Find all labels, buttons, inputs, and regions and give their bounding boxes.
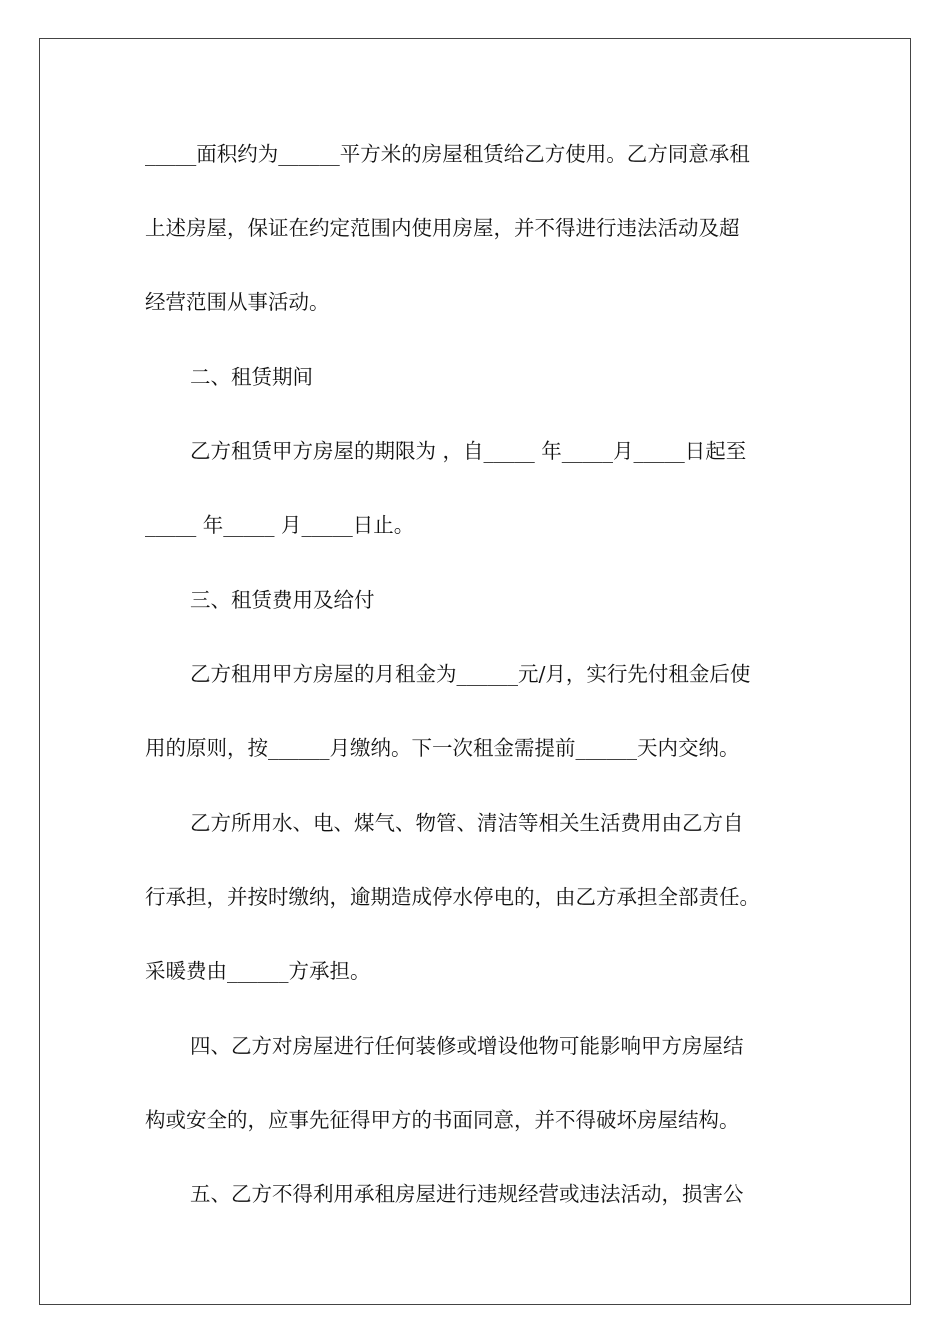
- text-line-lease-term-start: 乙方租赁甲方房屋的期限为 ，自_____ 年_____月_____日起至: [190, 439, 747, 463]
- text-line-monthly-rent: 乙方租用甲方房屋的月租金为______元/月，实行先付租金后使: [190, 662, 751, 686]
- section-heading-rent-payment: 三、租赁费用及给付: [190, 588, 375, 612]
- text-line-usage-scope: 上述房屋，保证在约定范围内使用房屋，并不得进行违法活动及超: [145, 216, 740, 240]
- text-line-business-scope: 经营范围从事活动。: [145, 290, 330, 314]
- text-line-lease-term-end: _____ 年_____ 月_____日止。: [145, 513, 415, 537]
- text-line-heating-fee: 采暖费由______方承担。: [145, 959, 371, 983]
- text-line-renovation-consent: 构或安全的，应事先征得甲方的书面同意，并不得破坏房屋结构。: [145, 1108, 740, 1132]
- section-line-illegal-use: 五、乙方不得利用承租房屋进行违规经营或违法活动，损害公: [190, 1182, 744, 1206]
- text-line-payment-schedule: 用的原则，按______月缴纳。下一次租金需提前______天内交纳。: [145, 736, 740, 760]
- document-page: [39, 38, 911, 1305]
- text-line-utilities-responsibility: 行承担，并按时缴纳，逾期造成停水停电的，由乙方承担全部责任。: [145, 885, 760, 909]
- section-line-renovation: 四、乙方对房屋进行任何装修或增设他物可能影响甲方房屋结: [190, 1034, 744, 1058]
- section-heading-lease-period: 二、租赁期间: [190, 365, 313, 389]
- text-line-area: _____面积约为______平方米的房屋租赁给乙方使用。乙方同意承租: [145, 142, 750, 166]
- text-line-utilities: 乙方所用水、电、煤气、物管、清洁等相关生活费用由乙方自: [190, 811, 744, 835]
